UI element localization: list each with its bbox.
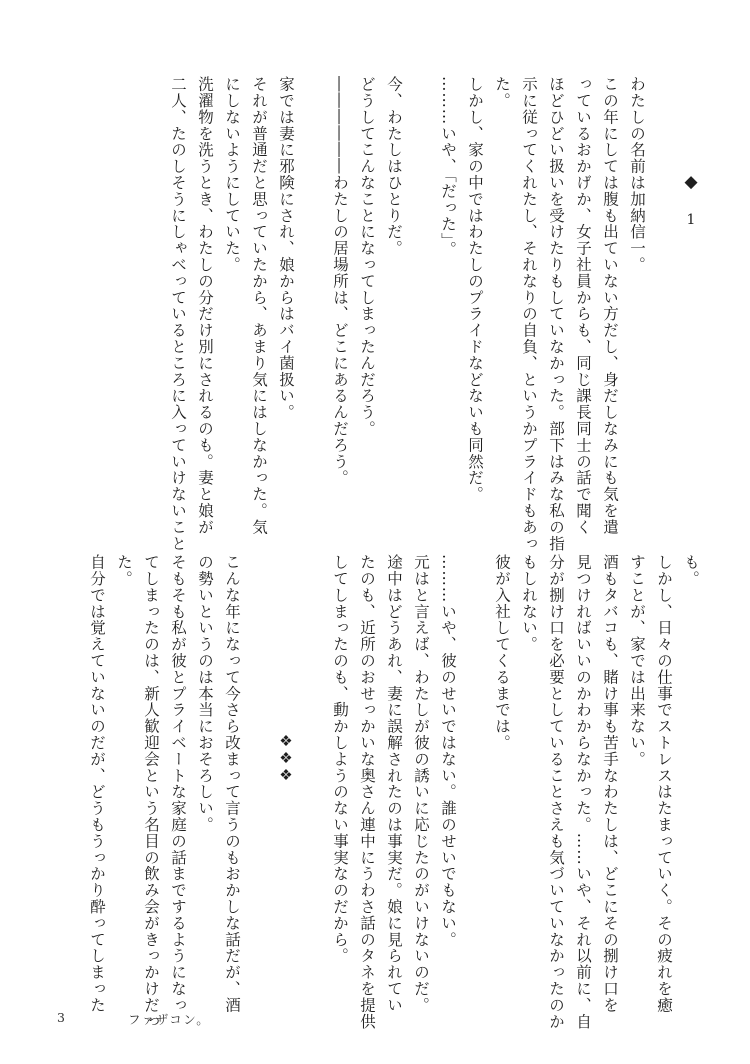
text-line: にしないようにしていた。 — [223, 76, 241, 273]
spacer — [245, 554, 272, 984]
text-line: 自分では覚えていないのだが、どうもうっかり酔ってしまった — [88, 554, 106, 1014]
text-line: 途中はどうあれ、妻に誤解されたのは事実だ。娘に見られてい — [385, 554, 403, 1014]
text-line: 彼が入社してくるまでは。 — [493, 554, 511, 751]
text-line: も。 — [682, 554, 700, 587]
text-line: たのも、近所のおせっかいな奥さん連中にうわさ話のタネを提供 — [358, 554, 376, 1030]
spacer — [407, 76, 434, 524]
text-line: 分が捌け口を必要としていることさえも気づいていなかったのか — [547, 554, 565, 1030]
text-line: してしまったのも、動かしようのない事実なのだから。 — [331, 554, 349, 964]
text-line: 元はと言えば、わたしが彼の誘いに応じたのがいけないのだ。 — [412, 554, 430, 1014]
chapter-number: 1 — [686, 212, 696, 227]
text-line: てしまったのは、新人歓迎会という名目の飲み会がきっかけだっ — [142, 554, 160, 1030]
upper-text-block — [164, 76, 704, 552]
text-line: ………いや、「だった」。 — [439, 76, 457, 258]
text-line: 酒もタバコも、賭け事も苦手なわたしは、どこにその捌け口を — [601, 554, 619, 1014]
text-line: ………いや、彼のせいではない。誰のせいでもない。 — [439, 554, 457, 948]
spacer — [299, 76, 326, 524]
text-line: っているおかげか、女子社員からも、同じ課長同士の話で聞く — [574, 76, 592, 536]
text-line: 示に従ってくれたし、それなりの自負、というかプライドもあっ — [520, 76, 538, 552]
page-footer — [0, 1010, 750, 1030]
text-line: 今、わたしはひとりだ。 — [385, 76, 403, 257]
text-line: もしれない。 — [520, 554, 538, 653]
page-number: 3 — [57, 1010, 65, 1025]
text-line: それが普通だと思っていたから、あまり気にはしなかった。気 — [250, 76, 268, 536]
text-line: ――――――わたしの居場所は、どこにあるんだろう。 — [331, 76, 349, 486]
text-line: そもそも私が彼とプライベートな家庭の話までするようになっ — [169, 554, 187, 1014]
text-line: どうしてこんなことになってしまったんだろう。 — [358, 76, 376, 437]
text-line: この年にしては腹も出ていない方だし、身だしなみにも気を遣 — [601, 76, 619, 536]
section-divider-icon: ❖❖❖ — [277, 732, 295, 783]
text-line: しかし、日々の仕事でストレスはたまっていく。その疲れを癒 — [655, 554, 673, 1014]
book-title: ファザコン。 — [128, 1012, 211, 1027]
text-line: の勢いというのは本当におそろしい。 — [196, 554, 214, 833]
text-line: わたしの名前は加納信一。 — [628, 76, 646, 273]
text-line: 見つければいいのかわからなかった。……いや、それ以前に、自 — [574, 554, 592, 1030]
text-line: ほどひどい扱いを受けたりもしていなかった。部下はみな私の指 — [547, 76, 565, 552]
text-line: しかし、家の中ではわたしのプライドなどないも同然だ。 — [466, 76, 484, 503]
diamond-icon: ◆ — [681, 172, 701, 193]
text-line: 二人、たのしそうにしゃべっているところに入っていけないこと — [169, 76, 187, 552]
text-line: すことが、家では出来ない。 — [628, 554, 646, 768]
text-line: 家では妻に邪険にされ、娘からはバイ菌扱い。 — [277, 76, 295, 421]
spacer — [461, 554, 488, 984]
text-line: 洗濯物を洗うとき、わたしの分だけ別にされるのも。妻と娘が — [196, 76, 214, 536]
text-line: た。 — [493, 76, 511, 109]
text-line: た。 — [115, 554, 133, 587]
text-line: こんな年になって今さら改まって言うのもおかしな話だが、酒 — [223, 554, 241, 1014]
chapter-heading — [677, 76, 704, 524]
spacer — [299, 554, 326, 984]
spacer — [650, 76, 677, 524]
